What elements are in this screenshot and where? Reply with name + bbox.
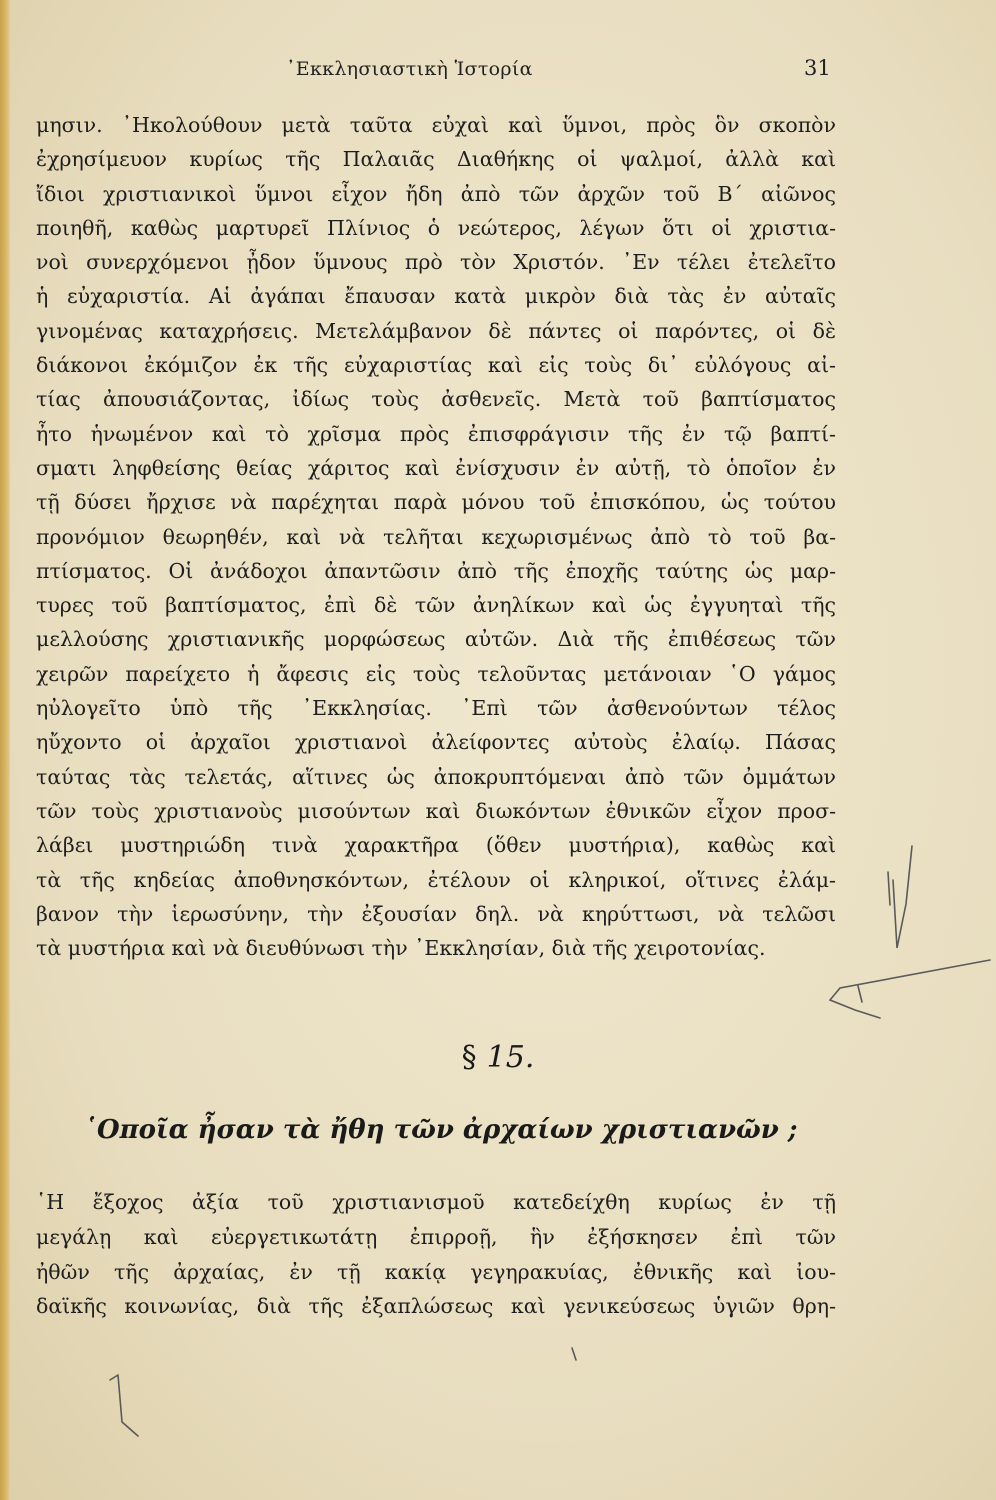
corner-scribble	[110, 1375, 138, 1436]
text-line: ηὐλογεῖτο ὑπὸ τῆς ᾿Εκκλησίας. ᾿Επὶ τῶν ἀσθενούντων τέλος	[36, 696, 836, 721]
text-line: ἡ εὐχαριστία. Αἱ ἀγάπαι ἔπαυσαν κατὰ μικρὸν διὰ τὰς ἐν αὐταῖς	[36, 284, 836, 309]
page-number: 31	[804, 56, 831, 80]
text-line: βανον τὴν ἱερωσύνην, τὴν ἐξουσίαν δηλ. νὰ κηρύττωσι, νὰ τελῶσι	[36, 901, 836, 926]
text-line: χειρῶν παρείχετο ἡ ἄφεσις εἰς τοὺς τελοῦντας μετάνοιαν ῾Ο γάμος	[36, 661, 836, 686]
margin-arrow	[830, 960, 990, 1018]
main-paragraph	[36, 108, 836, 965]
text-line: ῾Η ἔξοχος ἀξία τοῦ χριστιανισμοῦ κατεδείχθη κυρίως ἐν τῇ	[36, 1190, 836, 1214]
text-line: ταύτας τὰς τελετάς, αἵτινες ὡς ἀποκρυπτόμεναι ἀπὸ τῶν ὀμμάτων	[36, 764, 836, 789]
running-title: ᾿Εκκλησιαστικὴ Ἱστορία	[286, 58, 533, 80]
text-line: νοὶ συνερχόμενοι ᾖδον ὕμνους πρὸ τὸν Χριστόν. ᾿Εν τέλει ἐτελεῖτο	[36, 250, 836, 275]
text-line: μησιν. ᾿Ηκολούθουν μετὰ ταῦτα εὐχαὶ καὶ ὕμνοι, πρὸς ὃν σκοπὸν	[36, 113, 836, 137]
text-line: τὰ τῆς κηδείας ἀποθνησκόντων, ἐτέλουν οἱ κληρικοί, οἵτινες ἐλάμ-	[36, 867, 836, 892]
text-line: σματι ληφθείσης θείας χάριτος καὶ ἐνίσχυσιν ἐν αὐτῇ, τὸ ὁποῖον ἐν	[36, 455, 836, 480]
text-line: τὰ μυστήρια καὶ νὰ διευθύνωσι τὴν ᾿Εκκλησίαν, διὰ τῆς χειροτονίας.	[36, 936, 766, 961]
text-line: τῇ δύσει ἤρχισε νὰ παρέχηται παρὰ μόνου τοῦ ἐπισκόπου, ὡς τούτου	[36, 490, 836, 515]
text-line: ηὔχοντο οἱ ἀρχαῖοι χριστιανοὶ ἀλείφοντες αὐτοὺς ἐλαίῳ. Πάσας	[36, 730, 836, 755]
margin-arrow-tip	[858, 986, 862, 1002]
text-line: ἦτο ἡνωμένον καὶ τὸ χρῖσμα πρὸς ἐπισφράγισιν τῆς ἐν τῷ βαπτί-	[36, 421, 836, 446]
margin-check-mark	[893, 846, 912, 948]
text-line: προνόμιον θεωρηθέν, καὶ νὰ τελῆται κεχωρισμένως ἀπὸ τὸ τοῦ βα-	[36, 524, 836, 549]
text-line: μελλούσης χριστιανικῆς μορφώσεως αὐτῶν. Διὰ τῆς ἐπιθέσεως τῶν	[36, 627, 836, 652]
text-line: ἐχρησίμευον κυρίως τῆς Παλαιᾶς Διαθήκης οἱ ψαλμοί, ἀλλὰ καὶ	[36, 147, 836, 172]
text-line: ἴδιοι χριστιανικοὶ ὕμνοι εἶχον ἤδη ἀπὸ τῶν ἀρχῶν τοῦ Β΄ αἰῶνος	[36, 181, 836, 206]
section-number-value: 15.	[486, 1040, 535, 1075]
faint-mark	[572, 1348, 576, 1360]
text-line: μεγάλῃ καὶ εὐεργετικωτάτῃ ἐπιρροῇ, ἣν ἐξήσκησεν ἐπὶ τῶν	[36, 1224, 836, 1249]
page-edge-binding	[0, 0, 10, 1500]
section-number	[0, 1040, 996, 1075]
section-symbol: §	[461, 1040, 477, 1075]
running-head	[0, 58, 996, 88]
section-heading: ῾Οποῖα ἦσαν τὰ ἤθη τῶν ἀρχαίων χριστιανῶν ;	[84, 1115, 798, 1145]
text-line: γινομένας καταχρήσεις. Μετελάμβανον δὲ πάντες οἱ παρόντες, οἱ δὲ	[36, 318, 836, 343]
text-line: ποιηθῆ, καθὼς μαρτυρεῖ Πλίνιος ὁ νεώτερος, λέγων ὅτι οἱ χριστια-	[36, 215, 836, 240]
margin-stroke-short	[888, 872, 890, 905]
text-line: λάβει μυστηριώδη τινὰ χαρακτῆρα (ὅθεν μυστήρια), καθὼς καὶ	[36, 833, 836, 858]
text-line: δαϊκῆς κοινωνίας, διὰ τῆς ἐξαπλώσεως καὶ γενικεύσεως ὑγιῶν θρη-	[36, 1294, 836, 1319]
second-paragraph	[36, 1185, 836, 1324]
text-line: τυρες τοῦ βαπτίσματος, ἐπὶ δὲ τῶν ἀνηλίκων καὶ ὡς ἐγγυηταὶ τῆς	[36, 593, 836, 618]
text-line: τῶν τοὺς χριστιανοὺς μισούντων καὶ διωκόντων ἐθνικῶν εἶχον προσ-	[36, 798, 836, 823]
text-line: πτίσματος. Οἱ ἀνάδοχοι ἀπαντῶσιν ἀπὸ τῆς ἐποχῆς ταύτης ὡς μαρ-	[36, 558, 836, 583]
text-line: διάκονοι ἐκόμιζον ἐκ τῆς εὐχαριστίας καὶ εἰς τοὺς δι᾿ εὐλόγους αἰ-	[36, 353, 836, 378]
text-line: ἠθῶν τῆς ἀρχαίας, ἐν τῇ κακίᾳ γεγηρακυίας, ἐθνικῆς καὶ ἰου-	[36, 1259, 836, 1284]
text-line: τίας ἀπουσιάζοντας, ἰδίως τοὺς ἀσθενεῖς. Μετὰ τοῦ βαπτίσματος	[36, 387, 836, 412]
